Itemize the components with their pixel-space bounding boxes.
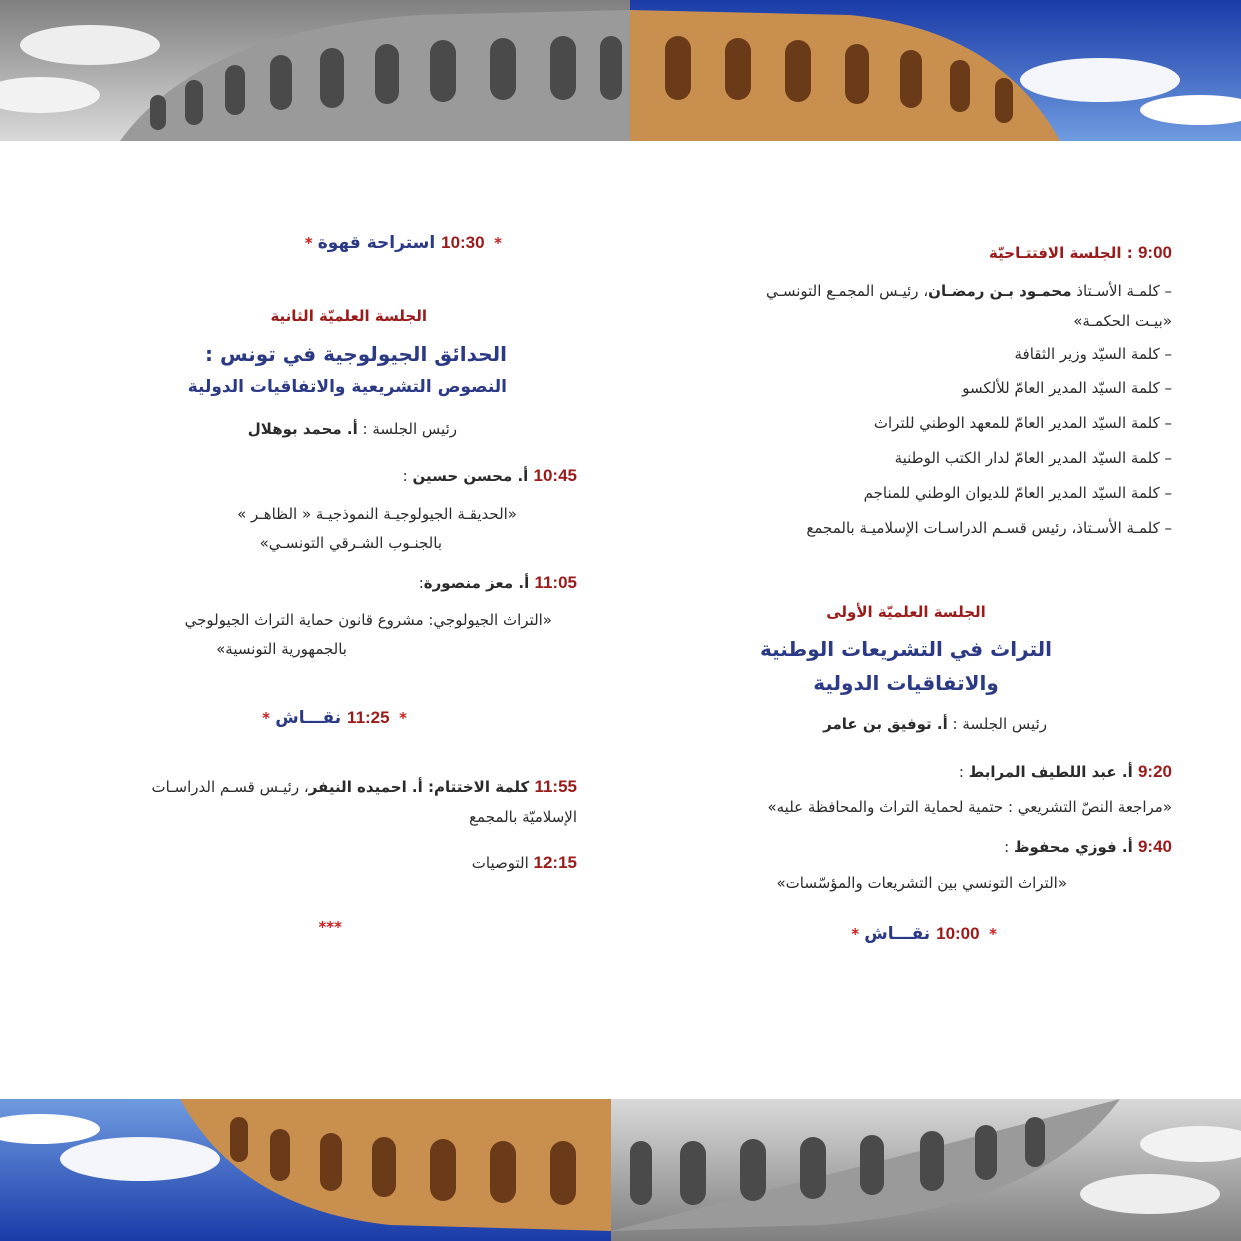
- talk-speaker: أ. محسن حسين: [412, 467, 534, 485]
- talk-heading-1: 9:20 أ. عبد اللطيف المرابط :: [958, 762, 1172, 781]
- recommendations-label: التوصيات: [471, 854, 534, 872]
- session-one-label: الجلسة العلميّة الأولى: [826, 603, 986, 621]
- end-mark: ***: [318, 918, 342, 936]
- session-one-chair: [640, 714, 1047, 734]
- talk-heading-2: 9:40 أ. فوزي محفوظ :: [1004, 837, 1172, 856]
- closing-time: 11:55: [534, 777, 577, 796]
- opening-item-7: – كلمـة الأسـتاذ، رئيس قسـم الدراسـات الإسلاميـة بالمجمع: [806, 519, 1172, 537]
- chair-label: رئيس الجلسة :: [357, 420, 457, 438]
- session-two-chair: [70, 419, 457, 439]
- opening-item-2: – كلمة السيّد وزير الثقافة: [1014, 345, 1172, 363]
- session-one-title-line-1: التراث في التشريعات الوطنية: [759, 637, 1053, 661]
- talk-time: 11:05: [534, 573, 577, 592]
- chair-label: رئيس الجلسة :: [947, 715, 1047, 733]
- session-one-title-line-2: والاتفاقيات الدولية: [813, 671, 999, 695]
- discussion-time: 11:25: [347, 708, 390, 727]
- talk-title-1: «مراجعة النصّ التشريعي : حتمية لحماية التراث والمحافظة عليه»: [767, 798, 1172, 816]
- closing-label: كلمة الاختتام:: [422, 778, 535, 796]
- talk-time: 9:20: [1137, 762, 1172, 781]
- opening-item-1-continued: «بيـت الحكمـة»: [1073, 312, 1172, 330]
- talk-title-2: «التراث التونسي بين التشريعات والمؤسّسات»: [776, 874, 1067, 892]
- session-two-discussion: * 11:25 نقـــاش *: [262, 708, 407, 728]
- bottom-banner-image: [0, 1099, 1241, 1241]
- opening-item-6: – كلمة السيّد المدير العامّ للديوان الوطني للمناجم: [863, 484, 1172, 502]
- talk-speaker: أ. عبد اللطيف المرابط: [968, 763, 1138, 781]
- chair-name: أ. توفيق بن عامر: [823, 715, 948, 733]
- talk-title-4-line-1: «التراث الجيولوجي: مشروع قانون حماية التراث الجيولوجي: [184, 611, 552, 629]
- talk-time: 9:40: [1137, 837, 1172, 856]
- speaker-name: محمـود بـن رمضـان: [928, 282, 1072, 300]
- talk-title-3-line-2: بالجنـوب الشـرقي التونسـي»: [259, 534, 442, 552]
- recommendations: [70, 853, 577, 873]
- talk-speaker: أ. معز منصورة: [423, 574, 535, 592]
- talk-heading-4: 11:05 أ. معز منصورة:: [418, 573, 577, 592]
- coffee-time: 10:30: [441, 233, 485, 252]
- discussion-time: 10:00: [936, 924, 980, 943]
- opening-separator: :: [1121, 244, 1138, 262]
- opening-item-5: – كلمة السيّد المدير العامّ لدار الكتب الوطنية: [894, 449, 1172, 467]
- talk-heading-3: 10:45 أ. محسن حسين :: [402, 466, 577, 485]
- closing-speech: 11:55 كلمة الاختتام: أ. احميده النيفر، رئيـس قسـم الدراسـات: [151, 777, 577, 796]
- opening-item-4: – كلمة السيّد المدير العامّ للمعهد الوطني للتراث: [873, 414, 1172, 432]
- session-two-title-line-1: الحدائق الجيولوجية في تونس :: [205, 342, 507, 366]
- top-banner-image: [0, 0, 1241, 141]
- session-two-label: الجلسة العلميّة الثانية: [270, 307, 427, 325]
- opening-item-3: – كلمة السيّد المدير العامّ للألكسو: [962, 379, 1172, 397]
- talk-title-4-line-2: بالجمهورية التونسية»: [216, 640, 347, 658]
- coffee-break: * 10:30 استراحة قهوة *: [304, 233, 502, 253]
- session-two-title-line-2: النصوص التشريعية والاتفاقيات الدولية: [187, 377, 507, 397]
- closing-speech-continued: الإسلاميّة بالمجمع: [469, 808, 577, 826]
- opening-session-heading: [640, 243, 1172, 263]
- closing-speaker: أ. احميده النيفر: [308, 778, 423, 796]
- talk-time: 10:45: [533, 466, 577, 485]
- opening-time: 9:00: [1137, 243, 1172, 262]
- talk-title-3-line-1: «الحديقـة الجيولوجيـة النموذجيـة « الظاهـر »: [237, 505, 517, 523]
- recommendations-time: 12:15: [533, 853, 577, 872]
- opening-title: الجلسة الافتتـاحيّة: [989, 244, 1122, 262]
- discussion-label: نقـــاش: [864, 924, 937, 944]
- discussion-label: نقـــاش: [275, 708, 348, 728]
- chair-name: أ. محمد بوهلال: [247, 420, 358, 438]
- talk-speaker: أ. فوزي محفوظ: [1013, 838, 1138, 856]
- session-one-discussion: * 10:00 نقـــاش *: [851, 924, 997, 944]
- coffee-label: استراحة قهوة: [317, 233, 442, 253]
- opening-item-1: – كلمـة الأسـتاذ محمـود بـن رمضـان، رئيـس المجمـع التونسـي: [765, 282, 1172, 300]
